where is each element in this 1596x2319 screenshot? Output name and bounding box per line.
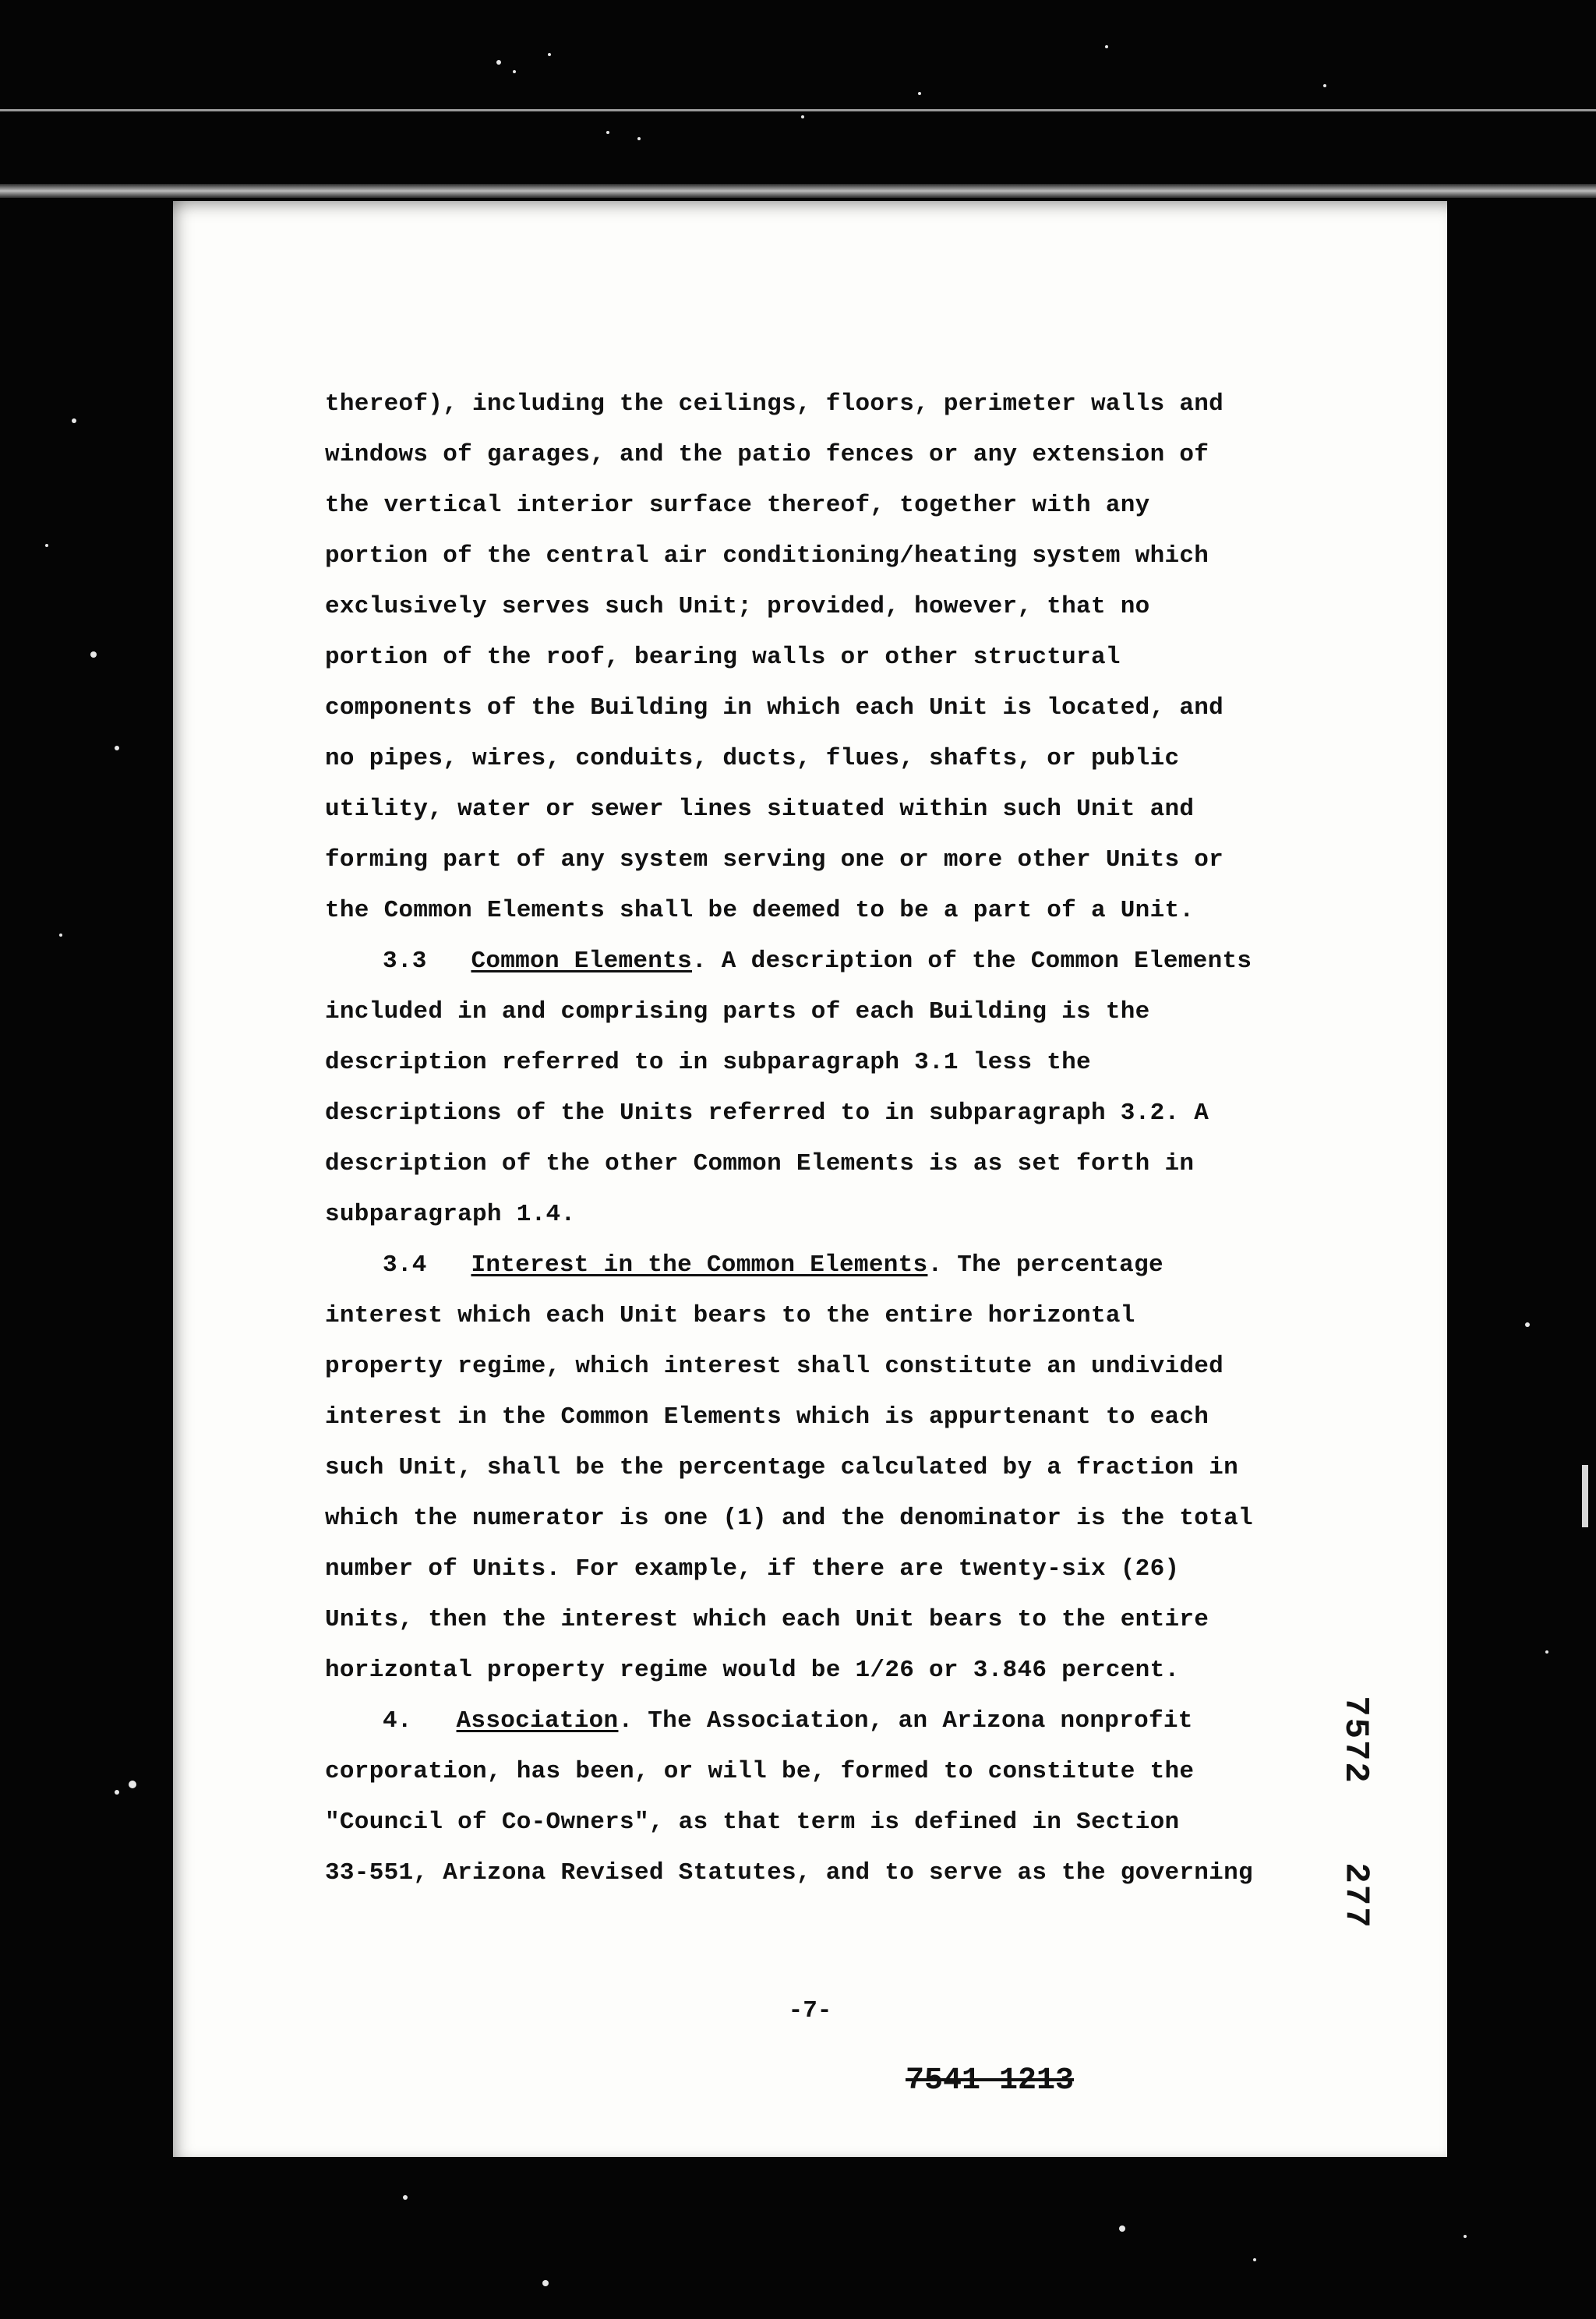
document-page [173, 201, 1447, 2157]
text-run: . A description of the Common Elements [691, 948, 1252, 975]
text-line: description referred to in subparagraph 3.1 less the [325, 1049, 1091, 1076]
section-4-heading-line [325, 1696, 1307, 1746]
text-line: portion of the roof, bearing walls or other structural [325, 644, 1121, 671]
section-heading: Association [456, 1707, 619, 1735]
section-number: 3.3 [383, 948, 427, 975]
text-run: . The percentage [927, 1251, 1163, 1279]
text-line: exclusively serves such Unit; provided, however, that no [325, 593, 1150, 620]
text-line: interest which each Unit bears to the entire horizontal [325, 1302, 1135, 1329]
section-heading: Interest in the Common Elements [471, 1251, 928, 1279]
text-line: corporation, has been, or will be, formed to constitute the [325, 1758, 1195, 1785]
text-line: subparagraph 1.4. [325, 1201, 576, 1228]
text-line: Units, then the interest which each Unit bears to the entire [325, 1606, 1209, 1633]
section-heading: Common Elements [471, 948, 692, 975]
text-line: "Council of Co-Owners", as that term is defined in Section [325, 1809, 1180, 1836]
text-line: thereof), including the ceilings, floors, perimeter walls and [325, 390, 1224, 418]
text-line: which the numerator is one (1) and the denominator is the total [325, 1505, 1253, 1532]
document-body [325, 379, 1307, 1898]
text-line: the vertical interior surface thereof, together with any [325, 492, 1150, 519]
recording-stamp-page: 277 [1336, 1862, 1375, 1929]
text-line: components of the Building in which each Unit is located, and [325, 694, 1224, 722]
text-line: windows of garages, and the patio fences or any extension of [325, 441, 1209, 468]
section-number: 4. [383, 1707, 412, 1735]
text-line: included in and comprising parts of each Building is the [325, 998, 1150, 1025]
text-line: property regime, which interest shall constitute an undivided [325, 1353, 1224, 1380]
text-line: portion of the central air conditioning/heating system which [325, 542, 1209, 570]
text-line: the Common Elements shall be deemed to be a part of a Unit. [325, 897, 1195, 924]
text-line: such Unit, shall be the percentage calculated by a fraction in [325, 1454, 1238, 1481]
section-number: 3.4 [383, 1251, 427, 1279]
text-line: interest in the Common Elements which is appurtenant to each [325, 1403, 1209, 1431]
text-line: descriptions of the Units referred to in subparagraph 3.2. A [325, 1099, 1209, 1127]
scan-top-edge [0, 184, 1596, 198]
recording-stamp-book: 7572 [1335, 1696, 1375, 1784]
text-run: . The Association, an Arizona nonprofit [618, 1707, 1193, 1735]
section-3-3-heading-line [325, 936, 1307, 987]
text-line: 33-551, Arizona Revised Statutes, and to serve as the governing [325, 1859, 1253, 1887]
text-line: horizontal property regime would be 1/26 or 3.846 percent. [325, 1657, 1180, 1684]
text-line: no pipes, wires, conduits, ducts, flues, shafts, or public [325, 745, 1180, 772]
page-number: -7- [788, 1997, 832, 2024]
text-line: number of Units. For example, if there are twenty-six (26) [325, 1555, 1180, 1583]
text-line: utility, water or sewer lines situated within such Unit and [325, 796, 1195, 823]
text-line: forming part of any system serving one or more other Units or [325, 846, 1224, 874]
section-3-4-heading-line [325, 1240, 1307, 1290]
text-line: description of the other Common Elements is as set forth in [325, 1150, 1195, 1177]
old-reference-number: 7541 1213 [906, 2063, 1075, 2098]
